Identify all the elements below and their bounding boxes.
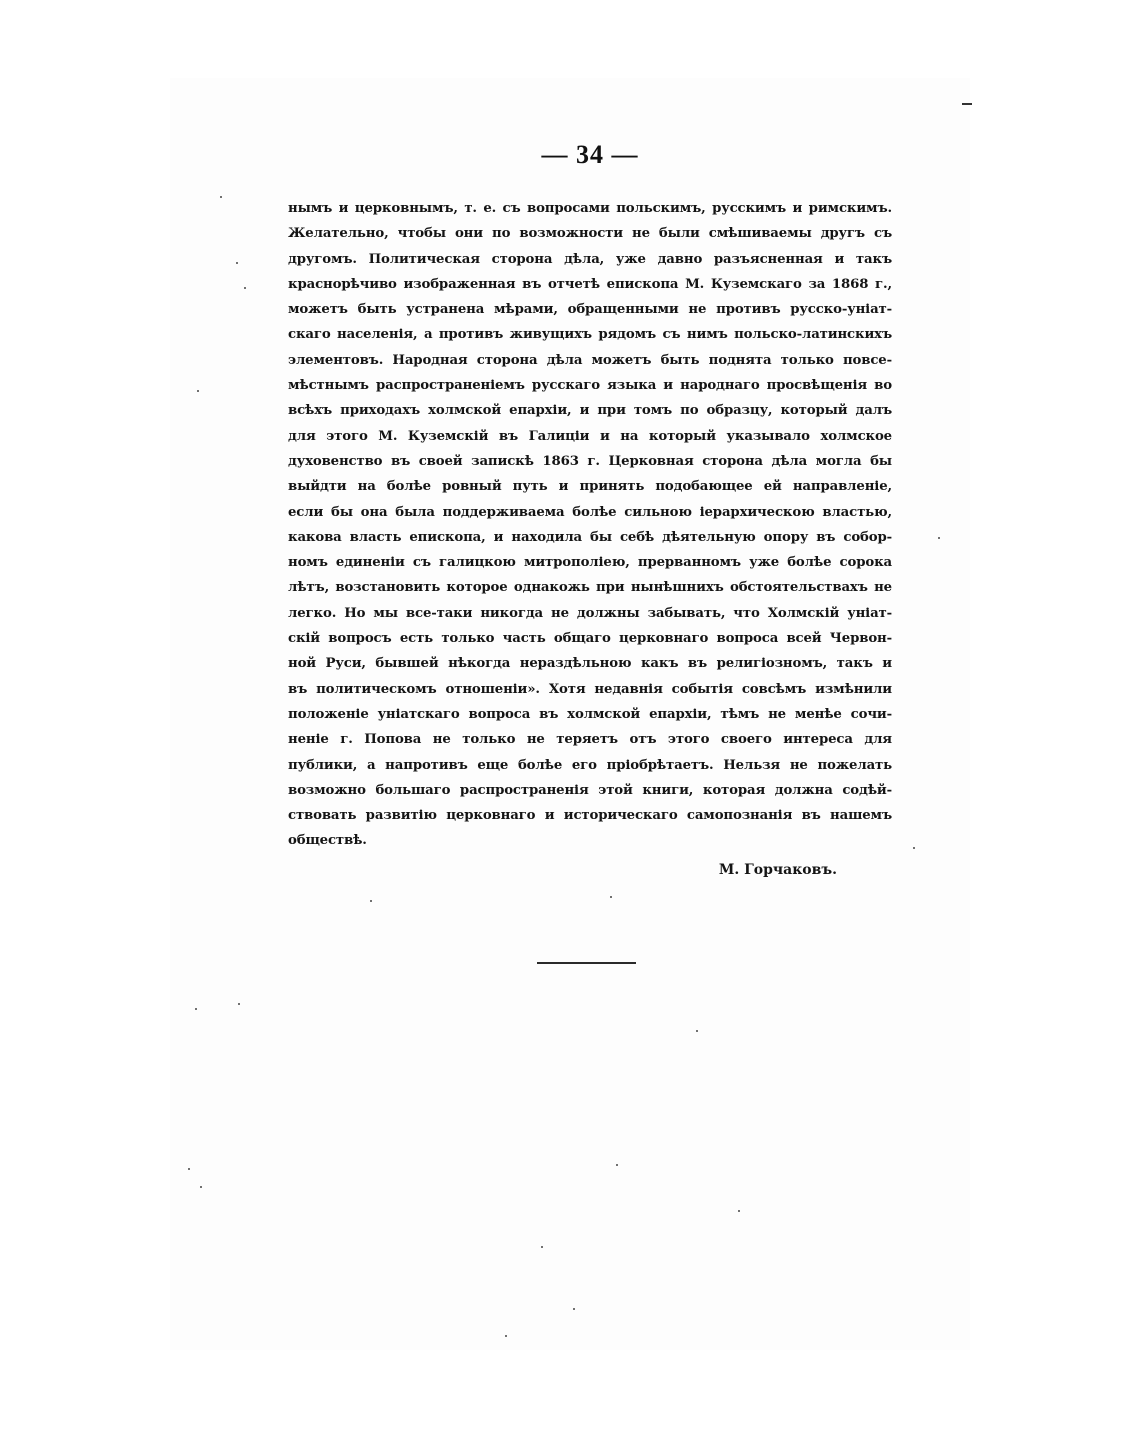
- text-line: неніе г. Попова не только не теряетъ отъ этого своего интереса для: [288, 732, 892, 748]
- scan-speck: [738, 1210, 740, 1212]
- scan-speck: [938, 537, 940, 539]
- text-line: скій вопросъ есть только часть общаго церковнаго вопроса всей Червон-: [288, 631, 892, 647]
- scan-speck: [541, 1246, 543, 1248]
- text-line: можетъ быть устранена мѣрами, обращенными не противъ русско-уніат-: [288, 302, 892, 318]
- scan-speck: [616, 1164, 618, 1166]
- scan-speck: [236, 262, 238, 264]
- scan-speck: [195, 1008, 197, 1010]
- text-line: мѣстнымъ распространеніемъ русскаго языка и народнаго просвѣщенія во: [288, 378, 892, 394]
- end-rule: [537, 962, 636, 964]
- scan-speck: [238, 1003, 240, 1005]
- text-line: скаго населенія, а противъ живущихъ рядомъ съ нимъ польско-латинскихъ: [288, 327, 892, 343]
- scan-speck: [913, 847, 915, 849]
- text-line: другомъ. Политическая сторона дѣла, уже давно разъясненная и такъ: [288, 251, 892, 267]
- scan-speck: [197, 390, 199, 392]
- text-line: всѣхъ приходахъ холмской епархіи, и при томъ по образцу, который далъ: [288, 403, 892, 419]
- text-line: возможно большаго распространенія этой книги, которая должна содѣй-: [288, 782, 892, 798]
- text-line: ной Руси, бывшей нѣкогда нераздѣльною какъ въ религіозномъ, такъ и: [288, 656, 892, 672]
- scan-speck: [696, 1030, 698, 1032]
- author-signature: М. Горчаковъ.: [718, 862, 837, 878]
- text-line: ствовать развитію церковнаго и историческаго самопознанія въ нашемъ: [288, 808, 892, 824]
- text-line: выйдти на болѣе ровный путь и принять подобающее ей направленіе,: [288, 479, 892, 495]
- text-line: краснорѣчиво изображенная въ отчетѣ епископа М. Куземскаго за 1868 г.,: [288, 276, 892, 292]
- text-line: публики, а напротивъ еще болѣе его пріобрѣтаетъ. Нельзя не пожелать: [288, 757, 892, 773]
- scan-speck: [610, 896, 612, 898]
- scan-speck: [505, 1335, 507, 1337]
- page-number: — 34 —: [541, 140, 639, 169]
- scan-speck: [188, 1168, 190, 1170]
- text-line: въ политическомъ отношеніи». Хотя недавнія событія совсѣмъ измѣнили: [288, 681, 892, 697]
- text-line: Желательно, чтобы они по возможности не были смѣшиваемы другъ съ: [288, 226, 892, 242]
- text-line: легко. Но мы все-таки никогда не должны забывать, что Холмскій уніат-: [288, 605, 892, 621]
- margin-dash: [962, 103, 972, 105]
- text-line: лѣтъ, возстановить которое однакожь при нынѣшнихъ обстоятельствахъ не: [288, 580, 892, 596]
- scan-speck: [370, 900, 372, 902]
- body-text: [288, 196, 892, 854]
- text-line: для этого М. Куземскій въ Галиціи и на который указывало холмское: [288, 428, 892, 444]
- text-line: духовенство въ своей запискѣ 1863 г. Церковная сторона дѣла могла бы: [288, 453, 892, 469]
- text-line: положеніе уніатскаго вопроса въ холмской епархіи, тѣмъ не менѣе сочи-: [288, 706, 892, 722]
- text-line: какова власть епископа, и находила бы себѣ дѣятельную опору въ собор-: [288, 529, 892, 545]
- text-line: если бы она была поддерживаема болѣе сильною іерархическою властью,: [288, 504, 892, 520]
- text-line: нымъ и церковнымъ, т. е. съ вопросами польскимъ, русскимъ и римскимъ.: [288, 201, 892, 216]
- scan-speck: [200, 1186, 202, 1188]
- scan-speck: [244, 287, 246, 289]
- scan-speck: [220, 196, 222, 198]
- text-line: номъ единеніи съ галицкою митрополіею, прерванномъ уже болѣе сорока: [288, 555, 892, 571]
- scan-speck: [573, 1308, 575, 1310]
- text-line: элементовъ. Народная сторона дѣла можетъ быть поднята только повсе-: [288, 352, 892, 368]
- text-line: обществѣ.: [288, 833, 367, 849]
